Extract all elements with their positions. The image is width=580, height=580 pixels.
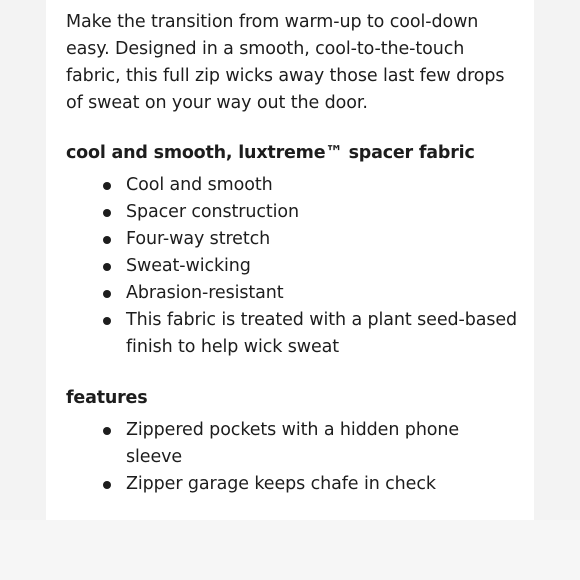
bullet-icon [103,290,111,298]
list-item [66,172,518,199]
list-item-text: Sweat-wicking [126,256,251,276]
features-heading: features [66,388,148,408]
list-item [66,199,518,226]
bullet-icon [103,263,111,271]
bullet-icon [103,209,111,217]
product-description: Make the transition from warm-up to cool-down easy. Designed in a smooth, cool-to-the-touch fabric, this full zip wicks away those last few drops of sweat on your way out the door. [66,12,505,113]
list-item-text: This fabric is treated with a plant seed-based finish to help wick sweat [126,310,518,357]
bullet-icon [103,481,111,489]
features-list [66,417,518,498]
bullet-icon [103,182,111,190]
product-details-panel [46,0,534,520]
list-item [66,307,518,361]
list-item-text: Abrasion-resistant [126,283,284,303]
page-bottom-area [0,520,580,580]
list-item [66,280,518,307]
list-item-text: Four-way stretch [126,229,271,249]
list-item [66,226,518,253]
product-details-content [66,9,518,498]
list-item [66,471,518,498]
bullet-icon [103,427,111,435]
bullet-icon [103,236,111,244]
list-item-text: Spacer construction [126,202,300,222]
bullet-icon [103,317,111,325]
list-item-text: Zipper garage keeps chafe in check [126,474,436,494]
list-item [66,417,518,471]
list-item-text: Cool and smooth [126,175,273,195]
fabric-heading: cool and smooth, luxtreme™ spacer fabric [66,143,475,163]
list-item [66,253,518,280]
list-item-text: Zippered pockets with a hidden phone sleeve [126,420,460,467]
fabric-list [66,172,518,361]
